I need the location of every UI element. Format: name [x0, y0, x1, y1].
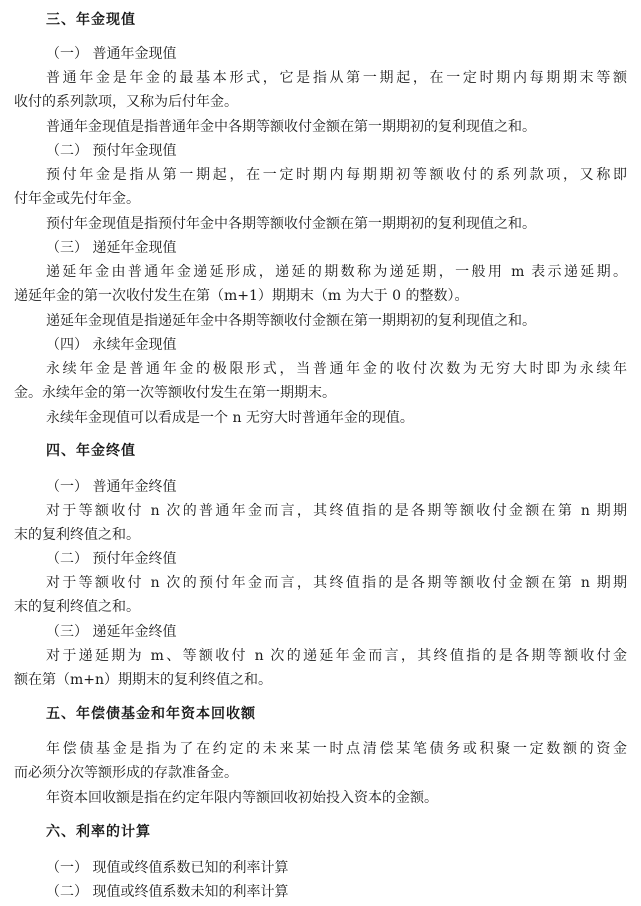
- subheading-deferred-annuity-fv: （三） 递延年金终值: [46, 624, 177, 640]
- subheading-ordinary-annuity-pv: （一） 普通年金现值: [46, 46, 177, 62]
- paragraph-line: 永续年金是普通年金的极限形式，当普通年金的收付次数为无穷大时即为永续年: [46, 361, 627, 377]
- subheading-ordinary-annuity-fv: （一） 普通年金终值: [46, 479, 177, 495]
- paragraph-line: 递延年金的第一次收付发生在第（m+1）期期末（m 为大于 0 的整数）。: [14, 288, 469, 304]
- paragraph-line: 年偿债基金是指为了在约定的未来某一时点清偿某笔债务或积聚一定数额的资金: [46, 741, 627, 757]
- subheading-perpetuity-pv: （四） 永续年金现值: [46, 337, 177, 353]
- paragraph-line: 递延年金由普通年金递延形成，递延的期数称为递延期，一般用 m 表示递延期。: [46, 264, 627, 280]
- subheading-rate-known-factor: （一） 现值或终值系数已知的利率计算: [46, 860, 289, 876]
- paragraph-line: 永续年金现值可以看成是一个 n 无穷大时普通年金的现值。: [46, 410, 414, 426]
- paragraph-line: 对于递延期为 m、等额收付 n 次的递延年金而言，其终值指的是各期等额收付金: [46, 648, 627, 664]
- subheading-annuity-due-pv: （二） 预付年金现值: [46, 143, 177, 159]
- paragraph-line: 预付年金是指从第一期起，在一定时期内每期期初等额收付的系列款项，又称即: [46, 167, 627, 183]
- paragraph-line: 对于等额收付 n 次的普通年金而言，其终值指的是各期等额收付金额在第 n 期期: [46, 503, 627, 519]
- section-heading-interest-rate-calculation: 六、利率的计算: [46, 824, 151, 840]
- paragraph-line: 而必须分次等额形成的存款准备金。: [14, 765, 238, 781]
- section-heading-annuity-present-value: 三、年金现值: [46, 12, 136, 28]
- paragraph-line: 末的复利终值之和。: [14, 599, 140, 615]
- paragraph-line: 额在第（m+n）期期末的复利终值之和。: [14, 672, 273, 688]
- paragraph-line: 末的复利终值之和。: [14, 527, 140, 543]
- subheading-deferred-annuity-pv: （三） 递延年金现值: [46, 240, 177, 256]
- paragraph-line: 收付的系列款项，又称为后付年金。: [14, 94, 238, 110]
- paragraph-line: 年资本回收额是指在约定年限内等额回收初始投入资本的金额。: [46, 790, 438, 806]
- paragraph-line: 递延年金现值是指递延年金中各期等额收付金额在第一期期初的复利现值之和。: [46, 313, 536, 329]
- subheading-annuity-due-fv: （二） 预付年金终值: [46, 551, 177, 567]
- paragraph-line: 预付年金现值是指预付年金中各期等额收付金额在第一期期初的复利现值之和。: [46, 216, 536, 232]
- paragraph-line: 普通年金现值是指普通年金中各期等额收付金额在第一期期初的复利现值之和。: [46, 119, 536, 135]
- section-heading-annuity-future-value: 四、年金终值: [46, 443, 136, 459]
- paragraph-line: 金。永续年金的第一次等额收付发生在第一期期末。: [14, 385, 336, 401]
- subheading-rate-unknown-factor: （二） 现值或终值系数未知的利率计算: [46, 884, 289, 900]
- paragraph-line: 对于等额收付 n 次的预付年金而言，其终值指的是各期等额收付金额在第 n 期期: [46, 575, 627, 591]
- section-heading-sinking-fund-capital-recovery: 五、年偿债基金和年资本回收额: [46, 706, 256, 722]
- paragraph-line: 普通年金是年金的最基本形式，它是指从第一期起，在一定时期内每期期末等额: [46, 70, 627, 86]
- paragraph-line: 付年金或先付年金。: [14, 191, 140, 207]
